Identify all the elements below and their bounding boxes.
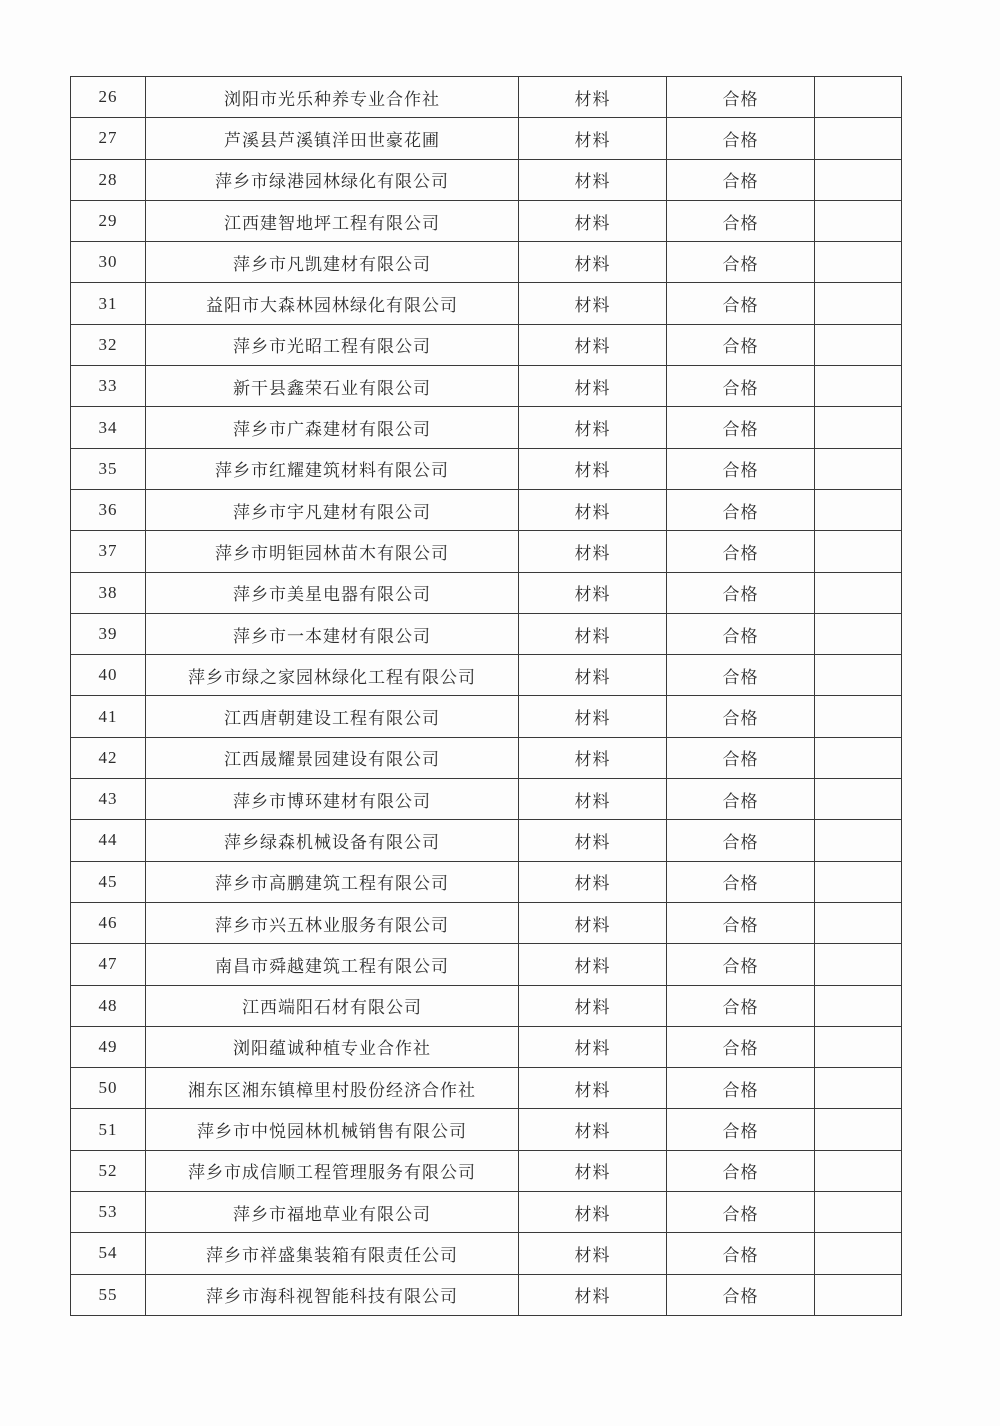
company-name-cell: 萍乡市绿港园林绿化有限公司	[146, 159, 519, 200]
category-cell: 材料	[519, 200, 667, 241]
row-number-cell: 28	[71, 159, 146, 200]
row-number-cell: 45	[71, 861, 146, 902]
row-number-cell: 46	[71, 902, 146, 943]
category-cell: 材料	[519, 1233, 667, 1274]
category-cell: 材料	[519, 1274, 667, 1315]
category-cell: 材料	[519, 944, 667, 985]
result-cell: 合格	[667, 283, 815, 324]
result-cell: 合格	[667, 820, 815, 861]
category-cell: 材料	[519, 283, 667, 324]
result-cell: 合格	[667, 1274, 815, 1315]
supplier-table	[70, 76, 902, 1316]
company-name-cell: 萍乡市成信顺工程管理服务有限公司	[146, 1150, 519, 1191]
category-cell: 材料	[519, 985, 667, 1026]
company-name-cell: 江西唐朝建设工程有限公司	[146, 696, 519, 737]
table-row	[71, 159, 902, 200]
remark-cell	[815, 531, 902, 572]
remark-cell	[815, 696, 902, 737]
row-number-cell: 29	[71, 200, 146, 241]
row-number-cell: 36	[71, 489, 146, 530]
company-name-cell: 萍乡市海科视智能科技有限公司	[146, 1274, 519, 1315]
result-cell: 合格	[667, 861, 815, 902]
remark-cell	[815, 1068, 902, 1109]
table-row	[71, 902, 902, 943]
category-cell: 材料	[519, 1109, 667, 1150]
row-number-cell: 27	[71, 118, 146, 159]
result-cell: 合格	[667, 324, 815, 365]
company-name-cell: 湘东区湘东镇樟里村股份经济合作社	[146, 1068, 519, 1109]
row-number-cell: 37	[71, 531, 146, 572]
company-name-cell: 芦溪县芦溪镇洋田世豪花圃	[146, 118, 519, 159]
result-cell: 合格	[667, 448, 815, 489]
category-cell: 材料	[519, 696, 667, 737]
remark-cell	[815, 655, 902, 696]
remark-cell	[815, 820, 902, 861]
result-cell: 合格	[667, 985, 815, 1026]
row-number-cell: 53	[71, 1192, 146, 1233]
table-row	[71, 572, 902, 613]
table-row	[71, 613, 902, 654]
remark-cell	[815, 572, 902, 613]
table-row	[71, 655, 902, 696]
row-number-cell: 51	[71, 1109, 146, 1150]
row-number-cell: 42	[71, 737, 146, 778]
result-cell: 合格	[667, 366, 815, 407]
table-row	[71, 1109, 902, 1150]
company-name-cell: 益阳市大森林园林绿化有限公司	[146, 283, 519, 324]
row-number-cell: 38	[71, 572, 146, 613]
row-number-cell: 54	[71, 1233, 146, 1274]
category-cell: 材料	[519, 861, 667, 902]
category-cell: 材料	[519, 779, 667, 820]
company-name-cell: 萍乡市福地草业有限公司	[146, 1192, 519, 1233]
category-cell: 材料	[519, 820, 667, 861]
company-name-cell: 江西端阳石材有限公司	[146, 985, 519, 1026]
remark-cell	[815, 448, 902, 489]
result-cell: 合格	[667, 737, 815, 778]
result-cell: 合格	[667, 200, 815, 241]
category-cell: 材料	[519, 572, 667, 613]
table-row	[71, 737, 902, 778]
remark-cell	[815, 489, 902, 530]
remark-cell	[815, 200, 902, 241]
remark-cell	[815, 944, 902, 985]
row-number-cell: 31	[71, 283, 146, 324]
company-name-cell: 浏阳蕴诚种植专业合作社	[146, 1026, 519, 1067]
company-name-cell: 浏阳市光乐种养专业合作社	[146, 77, 519, 118]
row-number-cell: 26	[71, 77, 146, 118]
result-cell: 合格	[667, 779, 815, 820]
row-number-cell: 50	[71, 1068, 146, 1109]
table-row	[71, 448, 902, 489]
table-row	[71, 407, 902, 448]
company-name-cell: 萍乡市中悦园林机械销售有限公司	[146, 1109, 519, 1150]
result-cell: 合格	[667, 1068, 815, 1109]
remark-cell	[815, 1274, 902, 1315]
remark-cell	[815, 985, 902, 1026]
result-cell: 合格	[667, 572, 815, 613]
row-number-cell: 33	[71, 366, 146, 407]
row-number-cell: 35	[71, 448, 146, 489]
table-body	[71, 77, 902, 1316]
table-row	[71, 861, 902, 902]
remark-cell	[815, 1150, 902, 1191]
remark-cell	[815, 1233, 902, 1274]
category-cell: 材料	[519, 531, 667, 572]
remark-cell	[815, 324, 902, 365]
table-row	[71, 366, 902, 407]
category-cell: 材料	[519, 1026, 667, 1067]
row-number-cell: 44	[71, 820, 146, 861]
category-cell: 材料	[519, 407, 667, 448]
row-number-cell: 30	[71, 242, 146, 283]
row-number-cell: 48	[71, 985, 146, 1026]
category-cell: 材料	[519, 448, 667, 489]
table-row	[71, 200, 902, 241]
row-number-cell: 32	[71, 324, 146, 365]
category-cell: 材料	[519, 366, 667, 407]
table-row	[71, 1026, 902, 1067]
company-name-cell: 萍乡市明钜园林苗木有限公司	[146, 531, 519, 572]
table-row	[71, 489, 902, 530]
category-cell: 材料	[519, 324, 667, 365]
table-row	[71, 696, 902, 737]
result-cell: 合格	[667, 407, 815, 448]
category-cell: 材料	[519, 77, 667, 118]
result-cell: 合格	[667, 77, 815, 118]
company-name-cell: 萍乡市红耀建筑材料有限公司	[146, 448, 519, 489]
remark-cell	[815, 1192, 902, 1233]
company-name-cell: 江西晟耀景园建设有限公司	[146, 737, 519, 778]
remark-cell	[815, 861, 902, 902]
result-cell: 合格	[667, 1150, 815, 1191]
category-cell: 材料	[519, 655, 667, 696]
result-cell: 合格	[667, 118, 815, 159]
remark-cell	[815, 1109, 902, 1150]
company-name-cell: 萍乡市高鹏建筑工程有限公司	[146, 861, 519, 902]
result-cell: 合格	[667, 613, 815, 654]
table-row	[71, 1233, 902, 1274]
category-cell: 材料	[519, 902, 667, 943]
result-cell: 合格	[667, 902, 815, 943]
remark-cell	[815, 283, 902, 324]
row-number-cell: 40	[71, 655, 146, 696]
table-row	[71, 77, 902, 118]
row-number-cell: 47	[71, 944, 146, 985]
result-cell: 合格	[667, 1233, 815, 1274]
table-row	[71, 1150, 902, 1191]
remark-cell	[815, 407, 902, 448]
table-row	[71, 118, 902, 159]
company-name-cell: 萍乡市光昭工程有限公司	[146, 324, 519, 365]
remark-cell	[815, 159, 902, 200]
row-number-cell: 43	[71, 779, 146, 820]
company-name-cell: 萍乡市兴五林业服务有限公司	[146, 902, 519, 943]
company-name-cell: 南昌市舜越建筑工程有限公司	[146, 944, 519, 985]
company-name-cell: 萍乡市美星电器有限公司	[146, 572, 519, 613]
table-row	[71, 1192, 902, 1233]
category-cell: 材料	[519, 737, 667, 778]
category-cell: 材料	[519, 242, 667, 283]
remark-cell	[815, 242, 902, 283]
result-cell: 合格	[667, 531, 815, 572]
table-row	[71, 1068, 902, 1109]
row-number-cell: 49	[71, 1026, 146, 1067]
table-row	[71, 944, 902, 985]
category-cell: 材料	[519, 1150, 667, 1191]
result-cell: 合格	[667, 1026, 815, 1067]
result-cell: 合格	[667, 489, 815, 530]
result-cell: 合格	[667, 1109, 815, 1150]
company-name-cell: 新干县鑫荣石业有限公司	[146, 366, 519, 407]
remark-cell	[815, 77, 902, 118]
category-cell: 材料	[519, 613, 667, 654]
company-name-cell: 江西建智地坪工程有限公司	[146, 200, 519, 241]
row-number-cell: 52	[71, 1150, 146, 1191]
remark-cell	[815, 1026, 902, 1067]
company-name-cell: 萍乡市一本建材有限公司	[146, 613, 519, 654]
row-number-cell: 41	[71, 696, 146, 737]
category-cell: 材料	[519, 1192, 667, 1233]
table-row	[71, 283, 902, 324]
category-cell: 材料	[519, 118, 667, 159]
company-name-cell: 萍乡市凡凯建材有限公司	[146, 242, 519, 283]
remark-cell	[815, 118, 902, 159]
category-cell: 材料	[519, 159, 667, 200]
table-row	[71, 1274, 902, 1315]
remark-cell	[815, 737, 902, 778]
company-name-cell: 萍乡市宇凡建材有限公司	[146, 489, 519, 530]
remark-cell	[815, 779, 902, 820]
remark-cell	[815, 613, 902, 654]
company-name-cell: 萍乡市绿之家园林绿化工程有限公司	[146, 655, 519, 696]
remark-cell	[815, 902, 902, 943]
table-row	[71, 779, 902, 820]
company-name-cell: 萍乡市广森建材有限公司	[146, 407, 519, 448]
result-cell: 合格	[667, 696, 815, 737]
company-name-cell: 萍乡市祥盛集装箱有限责任公司	[146, 1233, 519, 1274]
table-row	[71, 531, 902, 572]
result-cell: 合格	[667, 242, 815, 283]
row-number-cell: 55	[71, 1274, 146, 1315]
table-row	[71, 324, 902, 365]
result-cell: 合格	[667, 1192, 815, 1233]
remark-cell	[815, 366, 902, 407]
category-cell: 材料	[519, 489, 667, 530]
table-row	[71, 242, 902, 283]
result-cell: 合格	[667, 655, 815, 696]
result-cell: 合格	[667, 944, 815, 985]
row-number-cell: 39	[71, 613, 146, 654]
table-row	[71, 985, 902, 1026]
row-number-cell: 34	[71, 407, 146, 448]
result-cell: 合格	[667, 159, 815, 200]
company-name-cell: 萍乡绿森机械设备有限公司	[146, 820, 519, 861]
table-row	[71, 820, 902, 861]
category-cell: 材料	[519, 1068, 667, 1109]
company-name-cell: 萍乡市博环建材有限公司	[146, 779, 519, 820]
